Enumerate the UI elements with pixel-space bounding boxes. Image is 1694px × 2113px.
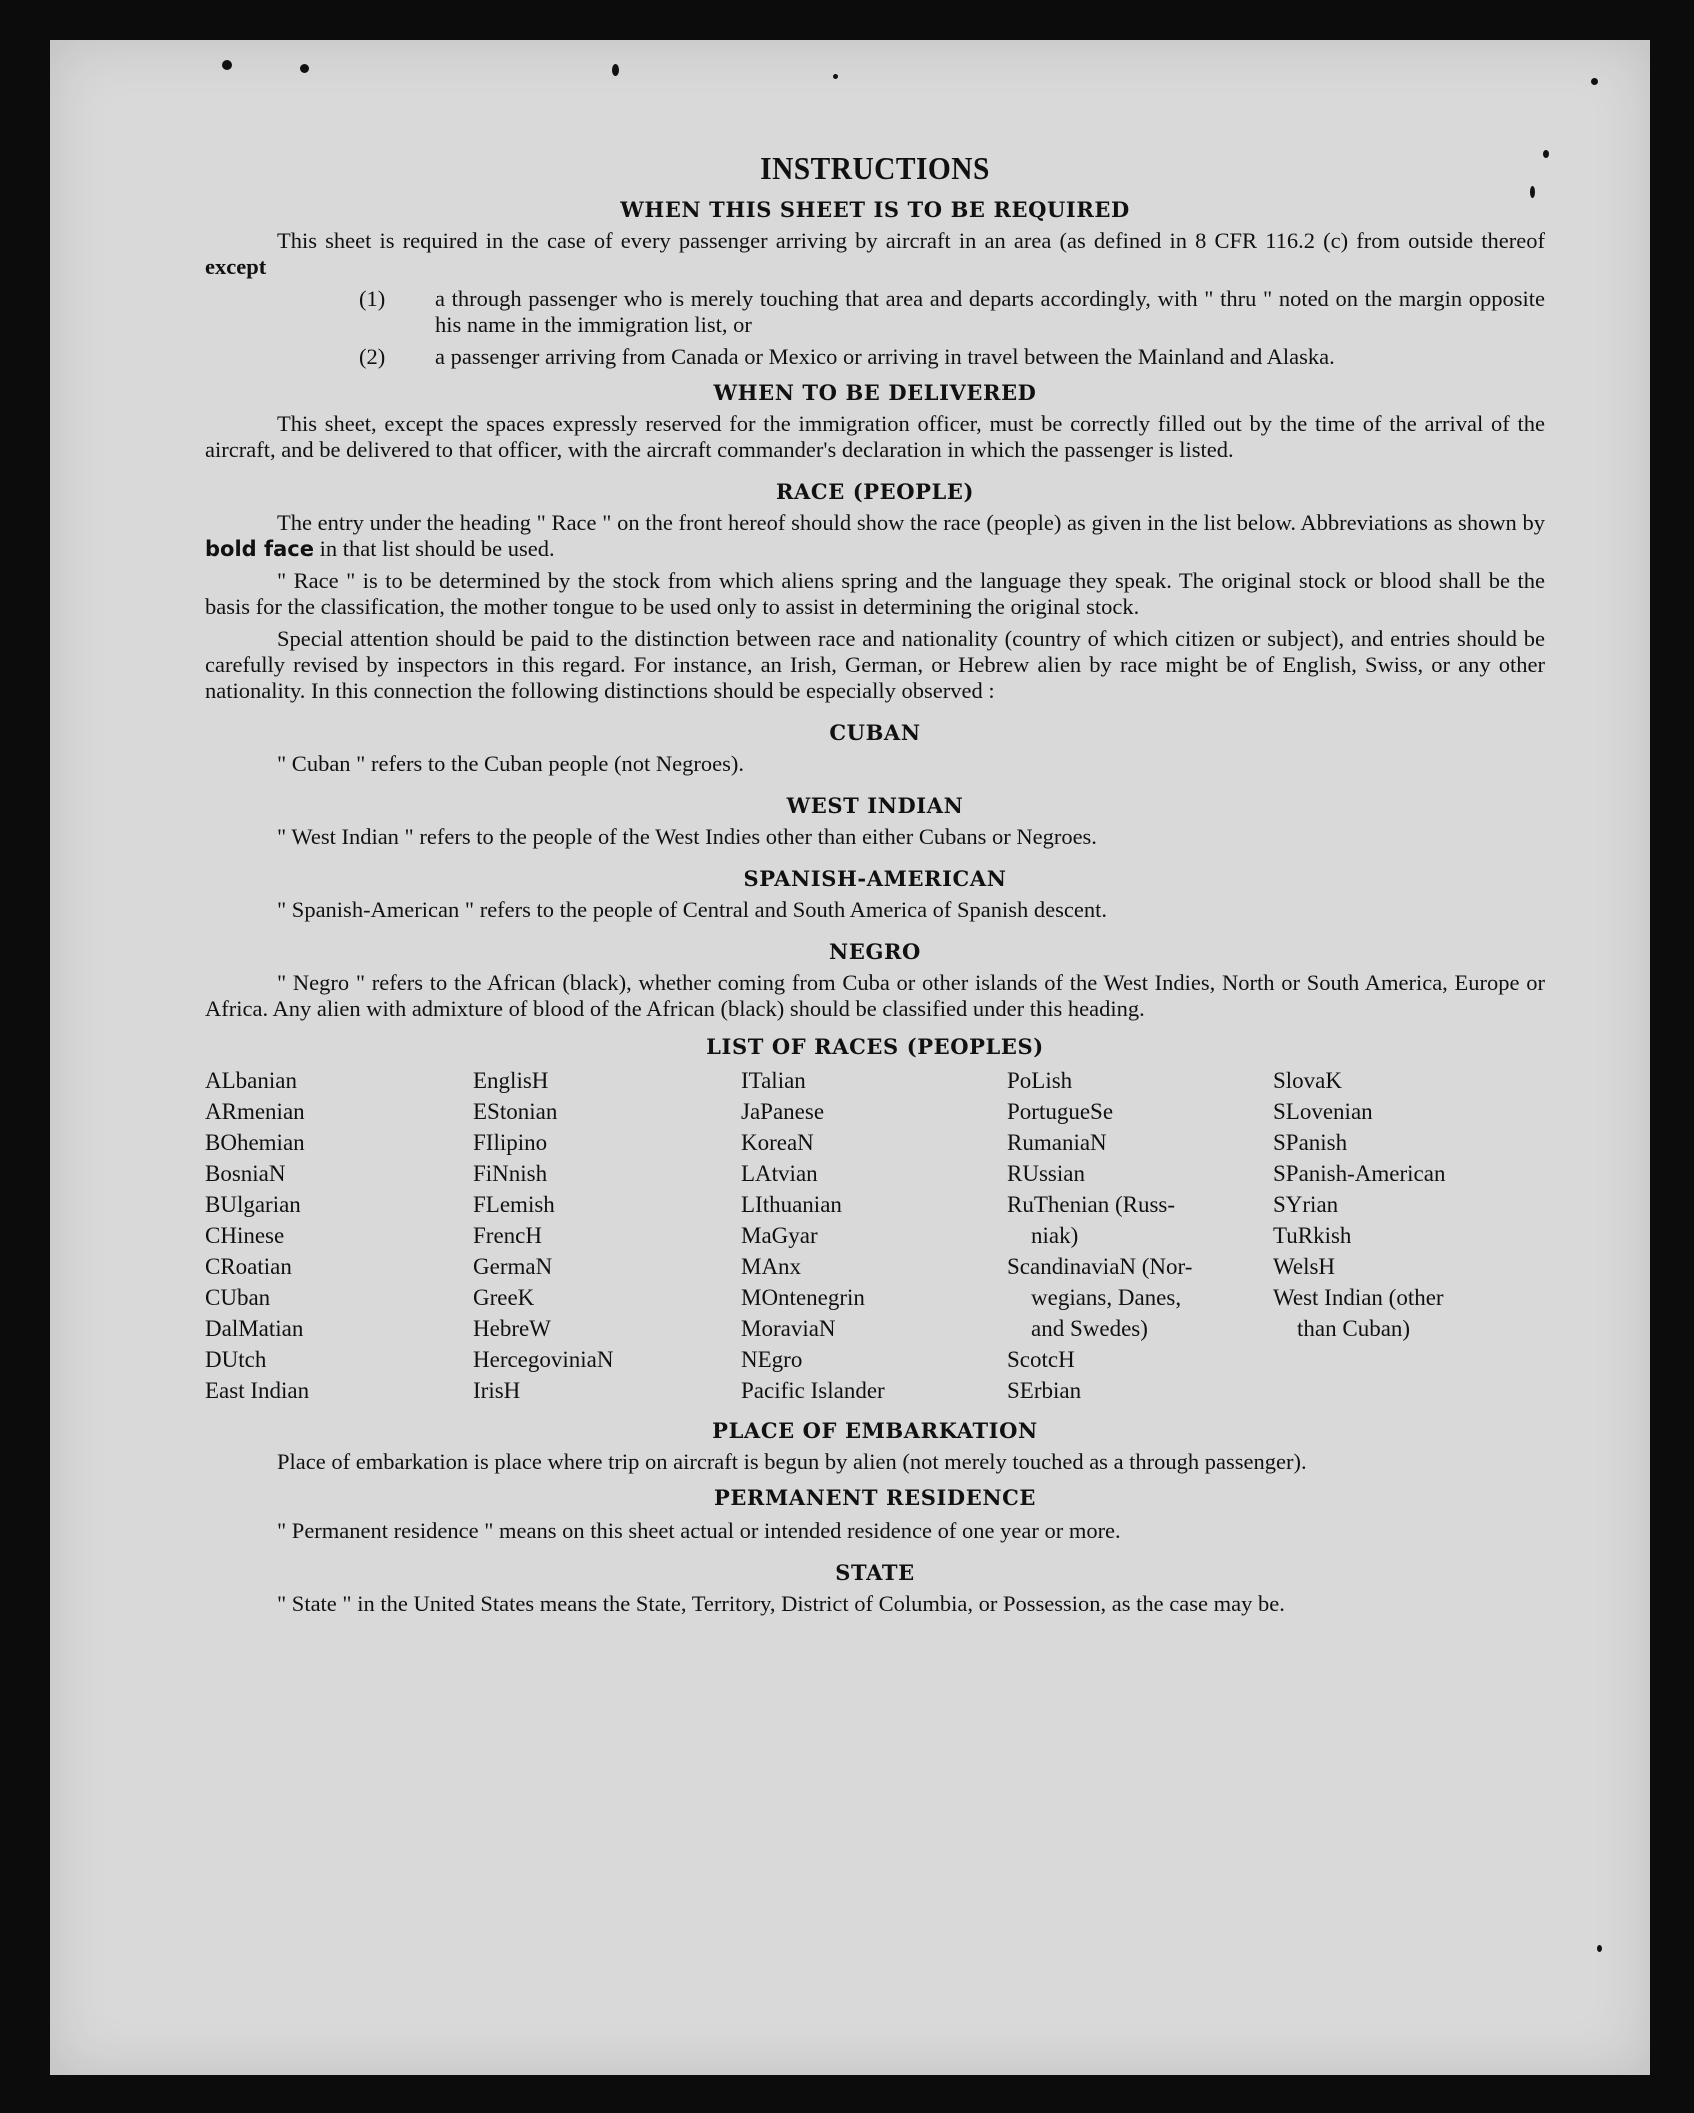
speck-mark (833, 74, 838, 79)
speck-mark (1591, 78, 1598, 85)
race-entry: JaPanese (741, 1099, 825, 1124)
race-entry: FrencH (473, 1223, 542, 1248)
heading-embarkation: PLACE OF EMBARKATION (712, 1418, 1038, 1443)
race-entry: MaGyar (741, 1223, 818, 1248)
race-paragraph-3: Special attention should be paid to the distinction between race and nationality (country of which citizen or subject), and entries should be carefully revised by inspectors in this regard. For instance, an Irish, German, or Hebrew alien by race might be of English, Swiss, or any other nationality. In this connection the following distinctions should be especially observed : (205, 626, 1545, 703)
heading-list-of-races: LIST OF RACES (PEOPLES) (706, 1034, 1044, 1059)
race-entry: GreeK (473, 1285, 535, 1310)
exception-item (205, 344, 1545, 370)
race-entry: MAnx (741, 1254, 802, 1279)
residence-text: " Permanent residence " means on this sheet actual or intended residence of one year or more. (277, 1518, 1121, 1543)
heading-when-required: WHEN THIS SHEET IS TO BE REQUIRED (620, 197, 1130, 222)
race-entry: FIlipino (473, 1130, 548, 1155)
race-entry: niak) (1031, 1223, 1079, 1248)
race-entry: MoraviaN (741, 1316, 836, 1341)
state-text: " State " in the United States means the State, Territory, District of Columbia, or Possession, as the case may be. (277, 1591, 1285, 1616)
exception-text: a passenger arriving from Canada or Mexico or arriving in travel between the Mainland and Alaska. (435, 344, 1335, 369)
race-entry: SYrian (1273, 1192, 1339, 1217)
instructions-content (205, 150, 1545, 1617)
race-entry: HebreW (473, 1316, 551, 1341)
race-entry: IrisH (473, 1378, 521, 1403)
exception-number: (2) (359, 344, 386, 369)
document-page (50, 40, 1650, 2075)
race-entry: PoLish (1007, 1068, 1073, 1093)
cuban-text: " Cuban " refers to the Cuban people (not Negroes). (277, 751, 744, 776)
race-entry: EStonian (473, 1099, 558, 1124)
race-entry: RuThenian (Russ- (1007, 1192, 1176, 1217)
race-entry: DUtch (205, 1347, 267, 1372)
race-entry: BOhemian (205, 1130, 305, 1155)
race-paragraph-2: " Race " is to be determined by the stock from which aliens spring and the language they speak. The original stock or blood shall be the basis for the classification, the mother tongue to be used only to assist in determining the original stock. (205, 568, 1545, 619)
race-entry: KoreaN (741, 1130, 814, 1155)
race-entry: ITalian (741, 1068, 806, 1093)
race-entry: and Swedes) (1031, 1316, 1148, 1341)
speck-mark (1597, 1945, 1602, 1952)
race-entry: SlovaK (1273, 1068, 1342, 1093)
race-entry: RUssian (1007, 1161, 1085, 1186)
race-entry: DalMatian (205, 1316, 304, 1341)
heading-state: STATE (835, 1560, 915, 1585)
race-entry: SLovenian (1273, 1099, 1373, 1124)
race-entry: RumaniaN (1007, 1130, 1107, 1155)
race-entry: West Indian (other (1273, 1285, 1444, 1310)
race-entry: HercegoviniaN (473, 1347, 614, 1372)
race-entry: SPanish-American (1273, 1161, 1446, 1186)
race-entry: TuRkish (1273, 1223, 1352, 1248)
west-indian-text: " West Indian " refers to the people of the West Indies other than either Cubans or Negroes. (277, 824, 1097, 849)
race-entry: EnglisH (473, 1068, 549, 1093)
race-entry: East Indian (205, 1378, 310, 1403)
race-entry: BUlgarian (205, 1192, 301, 1217)
delivered-text: This sheet, except the spaces expressly reserved for the immigration officer, must be correctly filled out by the time of the arrival of the aircraft, and be delivered to that officer, with the aircraft commander's declaration in which the passenger is listed. (205, 411, 1545, 462)
races-list (205, 1065, 1545, 1406)
race-entry: NEgro (741, 1347, 803, 1372)
race-entry: CUban (205, 1285, 271, 1310)
race-entry: than Cuban) (1297, 1316, 1411, 1341)
exception-item (205, 286, 1545, 338)
heading-race: RACE (PEOPLE) (775, 479, 975, 504)
race-entry: PortugueSe (1007, 1099, 1114, 1124)
speck-mark (222, 60, 232, 70)
speck-mark (612, 64, 619, 76)
race-entry: FiNnish (473, 1161, 548, 1186)
race-bold-face: bold face (205, 537, 314, 561)
race-entry: SPanish (1273, 1130, 1348, 1155)
exception-text: a through passenger who is merely touching that area and departs accordingly, with " thru " noted on the margin opposite his name in the immigration list, or (435, 286, 1545, 337)
race-entry (1273, 1375, 1545, 1406)
race-entry: ALbanian (205, 1068, 297, 1093)
embarkation-text: Place of embarkation is place where trip on aircraft is begun by alien (not merely touched as a through passenger). (277, 1449, 1307, 1474)
required-intro-bold: except (205, 254, 267, 279)
race-entry: GermaN (473, 1254, 553, 1279)
race-entry: LIthuanian (741, 1192, 842, 1217)
race-entry: CRoatian (205, 1254, 292, 1279)
heading-west-indian: WEST INDIAN (786, 793, 964, 818)
heading-permanent-residence: PERMANENT RESIDENCE (713, 1485, 1037, 1510)
page-title: INSTRUCTIONS (760, 150, 990, 186)
heading-negro: NEGRO (829, 939, 921, 964)
race-entry: CHinese (205, 1223, 285, 1248)
race-entry (1273, 1344, 1545, 1375)
race-paragraph-1: The entry under the heading " Race " on the front hereof should show the race (people) as given in the list below. Abbreviations as shown by bold face in that list should be used. (205, 510, 1545, 561)
exception-number: (1) (359, 286, 386, 311)
race-entry: wegians, Danes, (1031, 1285, 1182, 1310)
speck-mark (300, 64, 309, 73)
race-entry: WelsH (1273, 1254, 1336, 1279)
heading-cuban: CUBAN (829, 720, 921, 745)
required-intro: This sheet is required in the case of every passenger arriving by aircraft in an area (as defined in 8 CFR 116.2 (c) from outside thereof except (205, 228, 1545, 279)
spanish-american-text: " Spanish-American " refers to the people of Central and South America of Spanish descent. (277, 897, 1108, 922)
race-entry: ScotcH (1007, 1347, 1075, 1372)
race-entry: ARmenian (205, 1099, 305, 1124)
race-entry: Pacific Islander (741, 1378, 885, 1403)
race-entry: LAtvian (741, 1161, 818, 1186)
race-entry: BosniaN (205, 1161, 286, 1186)
negro-text: " Negro " refers to the African (black), whether coming from Cuba or other islands of the West Indies, North or South America, Europe or Africa. Any alien with admixture of blood of the African (black) should be classified under this heading. (205, 970, 1545, 1021)
race-entry: FLemish (473, 1192, 555, 1217)
race-entry: ScandinaviaN (Nor- (1007, 1254, 1193, 1279)
heading-when-delivered: WHEN TO BE DELIVERED (713, 380, 1037, 405)
heading-spanish-american: SPANISH-AMERICAN (743, 866, 1007, 891)
race-entry: SErbian (1007, 1378, 1082, 1403)
race-entry: MOntenegrin (741, 1285, 865, 1310)
